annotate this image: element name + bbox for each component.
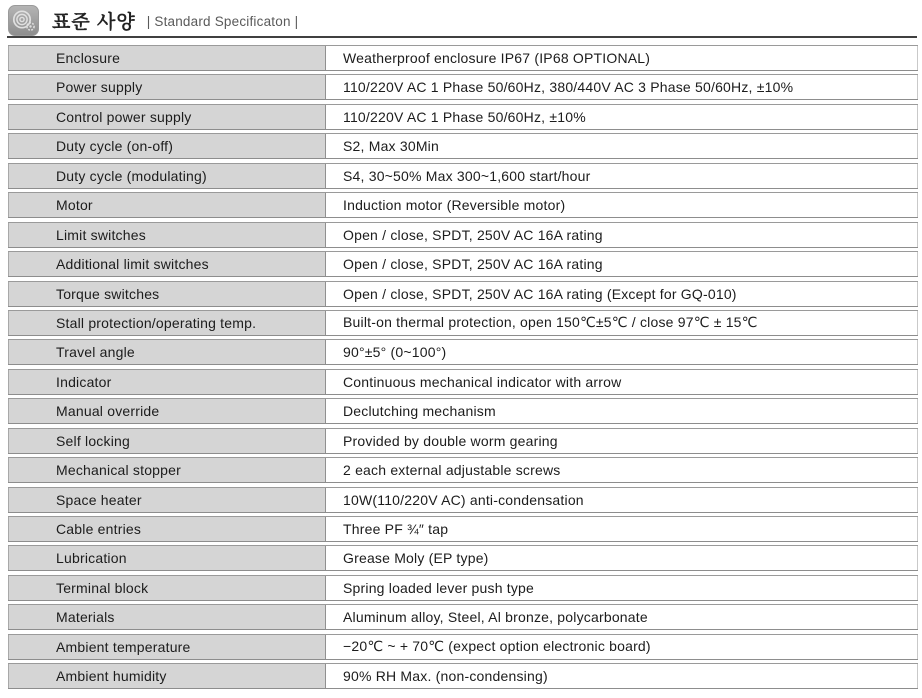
spec-value: 110/220V AC 1 Phase 50/60Hz, 380/440V AC 3 Phase 50/60Hz, ±10% bbox=[326, 75, 918, 99]
spec-value: 90°±5° (0~100°) bbox=[326, 340, 918, 364]
spec-value: Induction motor (Reversible motor) bbox=[326, 193, 918, 217]
spec-value: 90% RH Max. (non-condensing) bbox=[326, 664, 918, 688]
spec-value: 2 each external adjustable screws bbox=[326, 458, 918, 482]
spec-value: Open / close, SPDT, 250V AC 16A rating (Except for GQ-010) bbox=[326, 282, 918, 306]
spec-label: Mechanical stopper bbox=[8, 458, 326, 482]
table-row bbox=[8, 663, 918, 689]
table-row bbox=[8, 339, 918, 365]
spec-value: Aluminum alloy, Steel, Al bronze, polycarbonate bbox=[326, 605, 918, 629]
spec-table bbox=[8, 45, 918, 693]
spec-label: Lubrication bbox=[8, 546, 326, 570]
table-row bbox=[8, 457, 918, 483]
table-row bbox=[8, 310, 918, 336]
gear-icon bbox=[8, 5, 39, 36]
spec-label: Duty cycle (on-off) bbox=[8, 134, 326, 158]
spec-value: Continuous mechanical indicator with arrow bbox=[326, 370, 918, 394]
table-row bbox=[8, 516, 918, 542]
spec-label: Torque switches bbox=[8, 282, 326, 306]
table-row bbox=[8, 634, 918, 660]
spec-label: Additional limit switches bbox=[8, 252, 326, 276]
spec-label: Terminal block bbox=[8, 576, 326, 600]
table-row bbox=[8, 163, 918, 189]
spec-label: Ambient humidity bbox=[8, 664, 326, 688]
spec-label: Duty cycle (modulating) bbox=[8, 164, 326, 188]
table-row bbox=[8, 192, 918, 218]
table-row bbox=[8, 222, 918, 248]
spec-label: Ambient temperature bbox=[8, 635, 326, 659]
table-row bbox=[8, 398, 918, 424]
spec-value: 10W(110/220V AC) anti-condensation bbox=[326, 488, 918, 512]
table-row bbox=[8, 281, 918, 307]
spec-value: Provided by double worm gearing bbox=[326, 429, 918, 453]
section-header bbox=[8, 4, 298, 36]
spec-value: Open / close, SPDT, 250V AC 16A rating bbox=[326, 223, 918, 247]
section-title: 표준 사양 bbox=[52, 11, 136, 33]
spec-label: Enclosure bbox=[8, 46, 326, 70]
table-row bbox=[8, 369, 918, 395]
spec-value: Weatherproof enclosure IP67 (IP68 OPTIONAL) bbox=[326, 46, 918, 70]
spec-label: Travel angle bbox=[8, 340, 326, 364]
spec-label: Self locking bbox=[8, 429, 326, 453]
spec-label: Materials bbox=[8, 605, 326, 629]
table-row bbox=[8, 251, 918, 277]
table-row bbox=[8, 45, 918, 71]
spec-label: Indicator bbox=[8, 370, 326, 394]
table-row bbox=[8, 104, 918, 130]
spec-label: Cable entries bbox=[8, 517, 326, 541]
spec-label: Stall protection/operating temp. bbox=[8, 311, 326, 335]
spec-label: Control power supply bbox=[8, 105, 326, 129]
spec-label: Space heater bbox=[8, 488, 326, 512]
table-row bbox=[8, 133, 918, 159]
table-row bbox=[8, 487, 918, 513]
spec-value: Three PF ¾″ tap bbox=[326, 517, 918, 541]
header-divider bbox=[7, 36, 917, 38]
spec-label: Motor bbox=[8, 193, 326, 217]
spec-value: Built-on thermal protection, open 150℃±5℃ / close 97℃ ± 15℃ bbox=[326, 311, 918, 335]
spec-value: Declutching mechanism bbox=[326, 399, 918, 423]
table-row bbox=[8, 575, 918, 601]
spec-value: Spring loaded lever push type bbox=[326, 576, 918, 600]
spec-value: S2, Max 30Min bbox=[326, 134, 918, 158]
table-row bbox=[8, 428, 918, 454]
table-row bbox=[8, 74, 918, 100]
spec-value: Open / close, SPDT, 250V AC 16A rating bbox=[326, 252, 918, 276]
table-row bbox=[8, 545, 918, 571]
table-row bbox=[8, 604, 918, 630]
spec-label: Manual override bbox=[8, 399, 326, 423]
section-subtitle: | Standard Specificaton | bbox=[146, 14, 299, 29]
spec-label: Power supply bbox=[8, 75, 326, 99]
spec-value: Grease Moly (EP type) bbox=[326, 546, 918, 570]
spec-value: 110/220V AC 1 Phase 50/60Hz, ±10% bbox=[326, 105, 918, 129]
spec-value: −20℃ ~ + 70℃ (expect option electronic board) bbox=[326, 635, 918, 659]
spec-value: S4, 30~50% Max 300~1,600 start/hour bbox=[326, 164, 918, 188]
spec-label: Limit switches bbox=[8, 223, 326, 247]
